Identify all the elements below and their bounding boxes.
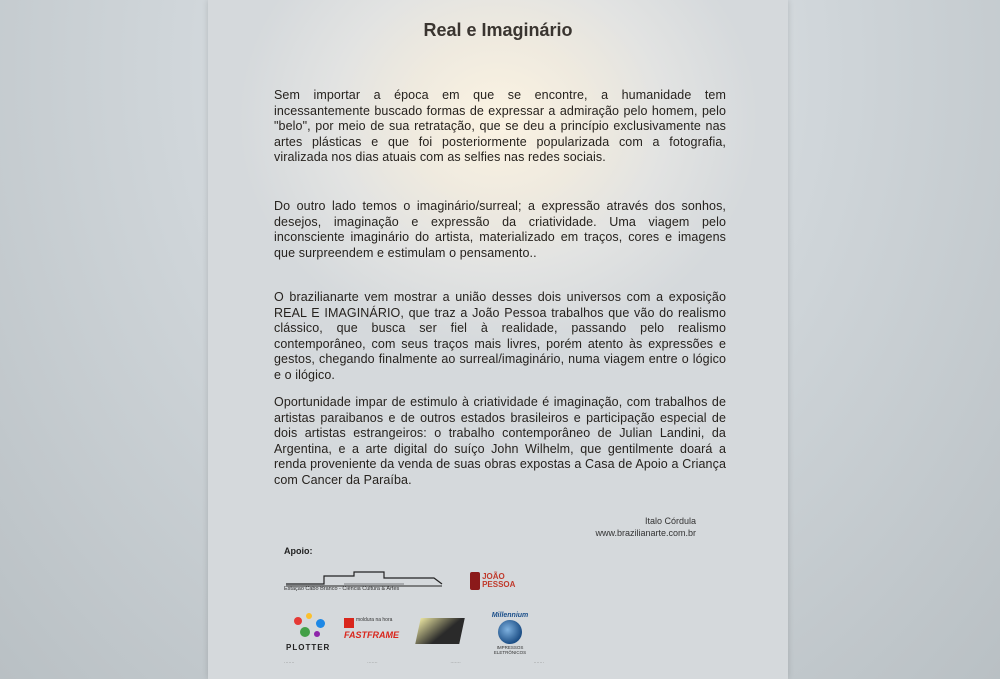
paragraph-imaginary: Do outro lado temos o imaginário/surreal; a expressão através dos sonhos, desejos, imaginação e expressão da criatividade. Uma viagem pelo inconsciente imaginário do artista, materializado em traços, cores e imagens que surpreendem e estimulam o pensamento.. bbox=[274, 199, 726, 260]
sponsor-url-line: ······· bbox=[367, 660, 378, 665]
logo-fastframe bbox=[344, 618, 408, 640]
apoio-label: Apoio: bbox=[284, 546, 313, 556]
paragraph-exhibition: O brazilianarte vem mostrar a união desses dois universos com a exposição REAL E IMAGINÁRIO, que traz a João Pessoa trabalhos que vão do realismo clássico, que busca ser fiel à realidade, passando pelo realismo contemporâneo, com seus traços mais livres, porém atento às expressões e gestos, chegando finalmente ao surreal/imaginário, numa viagem entre o lógico e o ilógico. bbox=[274, 290, 726, 382]
plotter-splash-icon bbox=[286, 613, 340, 643]
sponsor-url-line: ······· bbox=[533, 660, 544, 665]
exhibition-poster bbox=[208, 0, 788, 679]
sponsor-urls bbox=[284, 660, 544, 665]
joao-pessoa-label: JOÃO PESSOA bbox=[482, 572, 516, 589]
signature-url: www.brazilianarte.com.br bbox=[595, 528, 696, 538]
fastframe-label: FASTFRAME bbox=[344, 630, 399, 640]
sponsor-url-line: ······· bbox=[284, 660, 295, 665]
ver-logo-icon bbox=[415, 618, 465, 644]
millennium-label: Millennium bbox=[491, 612, 529, 619]
plotter-label: PLOTTER bbox=[286, 643, 331, 652]
paragraph-history: Sem importar a época em que se encontre, a humanidade tem incessantemente buscado formas de expressar a admiração pelo homem, pelo "belo", por meio de sua retratação, que se deu a princípio exclusivamente nas artes plásticas e que foi posteriormente popularizada com a fotografia, viralizada nos dias atuais com as selfies nas redes sociais. bbox=[274, 88, 726, 165]
signature-name: Italo Córdula bbox=[644, 516, 696, 526]
paragraph-opportunity: Oportunidade impar de estimulo à criatividade é imaginação, com trabalhos de artistas paraibanos e de outros estados brasileiros e participação especial de dois artistas estrangeiros: o trabalho contemporâneo de Julian Landini, da Argentina, e a arte digital do suíço John Wilhelm, que gentilmente doará a renda proveniente da venda de suas obras expostas a Casa de Apoio a Criança com Cancer da Paraíba. bbox=[274, 395, 726, 487]
poster-title: Real e Imaginário bbox=[423, 20, 573, 40]
city-seal-icon bbox=[470, 572, 480, 590]
cabo-branco-caption: Estação Cabo Branco - Ciência Cultura & Artes bbox=[284, 586, 400, 592]
globe-icon bbox=[498, 620, 522, 644]
millennium-subtitle: IMPRESSOS ELETRÔNICOS bbox=[493, 645, 527, 655]
sponsor-url-line: ······· bbox=[450, 660, 461, 665]
logo-ver bbox=[418, 618, 462, 644]
logo-estacao-cabo-branco bbox=[284, 566, 444, 596]
logo-plotter bbox=[286, 613, 340, 652]
logo-joao-pessoa bbox=[470, 572, 524, 594]
cabo-branco-building-icon bbox=[284, 566, 444, 588]
signature-block bbox=[595, 515, 696, 539]
logo-millennium bbox=[482, 612, 538, 655]
fastframe-square-icon bbox=[344, 618, 354, 628]
moldura-label: moldura na hora bbox=[356, 617, 393, 623]
